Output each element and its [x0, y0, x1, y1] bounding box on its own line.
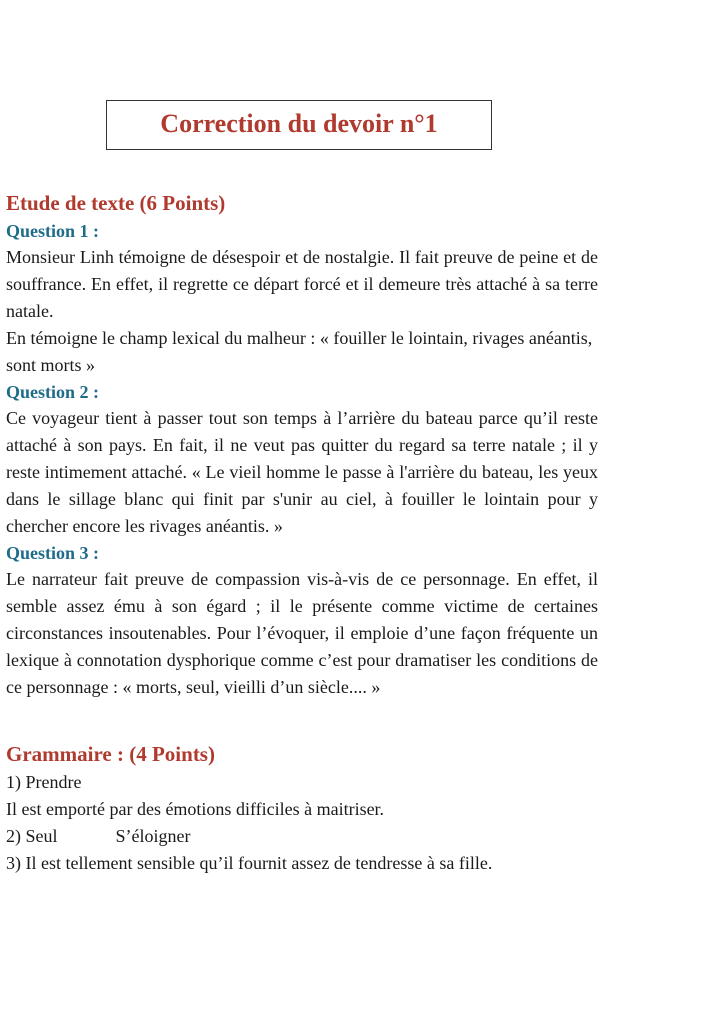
section-heading-grammaire: Grammaire : (4 Points): [6, 742, 215, 766]
question-1-answer: Monsieur Linh témoigne de désespoir et de nostalgie. Il fait preuve de peine et de souffrance. En effet, il regrette ce départ forcé et il demeure très attaché à sa terre natale.: [6, 247, 598, 321]
document-body: [6, 188, 598, 877]
grammar-answer-2b: S’éloigner: [115, 826, 191, 846]
grammar-answer-3: 3) Il est tellement sensible qu’il fournit assez de tendresse à sa fille.: [6, 853, 493, 873]
grammar-answer-2a: 2) Seul: [6, 826, 58, 846]
question-1-lexical-field: En témoigne le champ lexical du malheur : « fouiller le lointain, rivages anéantis, sont morts »: [6, 328, 593, 375]
section-heading-etude: Etude de texte (6 Points): [6, 191, 226, 215]
question-3-label: Question 3 :: [6, 543, 100, 563]
section-spacer: [6, 701, 598, 739]
title-box: [106, 100, 492, 150]
grammar-answer-1-explanation: Il est emporté par des émotions difficiles à maitriser.: [6, 799, 385, 819]
question-2-label: Question 2 :: [6, 382, 100, 402]
page-title: Correction du devoir n°1: [160, 109, 438, 138]
grammar-answer-2: [6, 823, 598, 850]
grammar-answer-1: 1) Prendre: [6, 772, 82, 792]
question-2-answer: Ce voyageur tient à passer tout son temps à l’arrière du bateau parce qu’il reste attaché à son pays. En fait, il ne veut pas quitter du regard sa terre natale ; il y reste intimement attaché. « Le vieil homme le passe à l'arrière du bateau, les yeux dans le sillage blanc qui finit par s'unir au ciel, à fouiller le lointain pour y chercher encore les rivages anéantis. »: [6, 408, 598, 536]
question-3-answer: Le narrateur fait preuve de compassion vis-à-vis de ce personnage. En effet, il semble assez ému à son égard ; il le présente comme victime de certaines circonstances insoutenables. Pour l’évoquer, il emploie d’une façon fréquente un lexique à connotation dysphorique comme c’est pour dramatiser les conditions de ce personnage : « morts, seul, vieilli d’un siècle.... »: [6, 569, 598, 697]
question-1-label: Question 1 :: [6, 221, 100, 241]
